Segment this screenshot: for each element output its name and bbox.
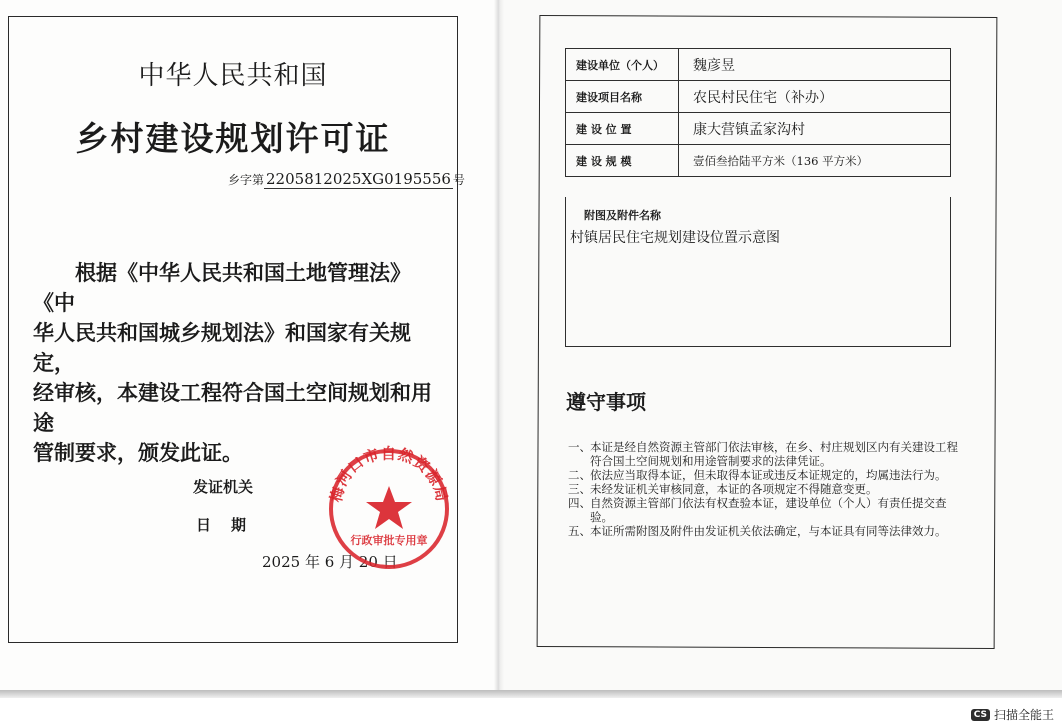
number-prefix: 乡字第 — [228, 173, 265, 187]
rule-index: 一、 — [568, 440, 591, 454]
list-item — [568, 524, 966, 538]
rule-index: 四、 — [568, 496, 591, 510]
body-line: 根据《中华人民共和国土地管理法》《中 — [33, 261, 411, 315]
rule-index: 五、 — [568, 524, 591, 538]
field-value: 农民村民住宅（补办） — [679, 81, 951, 113]
seal-star-icon — [366, 486, 412, 529]
country-name: 中华人民共和国 — [138, 61, 328, 91]
scanner-watermark — [971, 706, 1054, 723]
list-item — [568, 482, 966, 496]
table-row — [566, 113, 951, 145]
number-suffix: 号 — [452, 173, 465, 187]
seal-subtext: 行政审批专用章 — [350, 534, 428, 547]
rules-title: 遵守事项 — [566, 390, 646, 414]
rule-index: 二、 — [568, 468, 591, 482]
seal-text: 梅河口市自然资源局 — [326, 444, 452, 504]
body-line: 管制要求，颁发此证。 — [33, 441, 243, 465]
issuer-label: 发证机关 — [193, 478, 254, 496]
field-label: 建 设 位 置 — [566, 113, 679, 145]
certificate-body — [33, 258, 441, 468]
rule-text: 本证是经自然资源主管部门依法审核，在乡、村庄规划区内有关建设工程符合国土空间规划和用途管制要求的法律凭证。 — [590, 440, 958, 468]
attachments-label: 附图及附件名称 — [584, 209, 661, 222]
camscanner-logo-icon: CS — [971, 709, 990, 721]
certificate-number — [228, 170, 465, 188]
field-label: 建设项目名称 — [566, 81, 679, 113]
attachments-value: 村镇居民住宅规划建设位置示意图 — [570, 230, 780, 246]
body-line: 华人民共和国城乡规划法》和国家有关规定， — [33, 321, 411, 375]
date-label: 日期 — [196, 516, 267, 534]
table-row — [566, 49, 951, 81]
table-row — [566, 81, 951, 113]
rule-text: 未经发证机关审核同意，本证的各项规定不得随意变更。 — [590, 482, 878, 496]
list-item — [568, 440, 966, 468]
field-value: 壹佰叁拾陆平方米（136 平方米） — [679, 145, 951, 177]
field-label: 建 设 规 模 — [566, 145, 679, 177]
rule-index: 三、 — [568, 482, 591, 496]
body-line: 经审核，本建设工程符合国土空间规划和用途 — [33, 381, 432, 435]
field-value: 康大营镇孟家沟村 — [679, 113, 951, 145]
permit-info-table — [565, 48, 951, 177]
table-row — [566, 145, 951, 177]
list-item — [568, 496, 966, 524]
attachments-box — [565, 197, 951, 347]
official-seal — [324, 444, 454, 574]
field-label: 建设单位（个人） — [566, 49, 679, 81]
rule-text: 本证所需附图及附件由发证机关依法确定，与本证具有同等法律效力。 — [590, 524, 947, 538]
rule-text: 依法应当取得本证，但未取得本证或违反本证规定的，均属违法行为。 — [590, 468, 947, 482]
scan-footer — [0, 698, 1062, 726]
rules-list — [568, 440, 966, 538]
rule-text: 自然资源主管部门依法有权查验本证，建设单位（个人）有责任提交查验。 — [590, 496, 947, 524]
list-item — [568, 468, 966, 482]
book-spine — [494, 0, 504, 694]
page-bottom-shadow — [0, 690, 1062, 698]
certificate-title: 乡村建设规划许可证 — [75, 119, 391, 158]
issue-date: 2025 年 6 月 20 日 — [262, 553, 398, 571]
watermark-text: 扫描全能王 — [993, 708, 1054, 722]
number-value: 2205812025XG0195556 — [266, 170, 451, 188]
field-value: 魏彦昱 — [679, 49, 951, 81]
